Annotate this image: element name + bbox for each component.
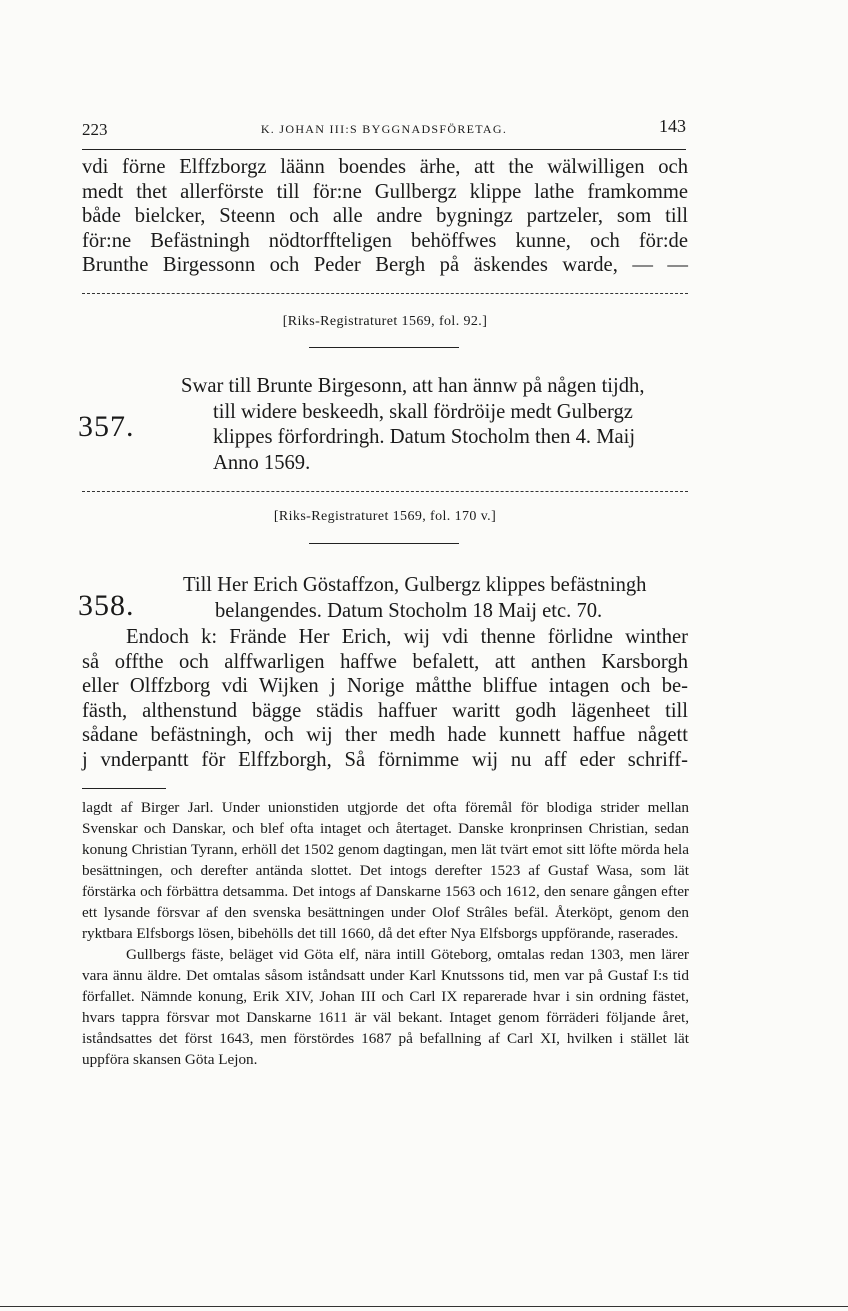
running-header	[82, 116, 686, 140]
text-line: vdi förne Elffzborgz läänn boendes ärhe, att the wälwilligen och	[82, 156, 688, 178]
page-edge	[0, 1306, 848, 1307]
text-line: klippes förfordringh. Datum Stocholm then 4. Maij	[213, 426, 636, 449]
text-line: Anno 1569.	[213, 451, 311, 474]
text-line: j vnderpantt för Elffzborgh, Så förnimme wij nu aff eder schriff-	[82, 748, 688, 771]
page-number: 143	[659, 116, 686, 136]
text-line: för:ne Befästningh nödtorffteligen behöffwes kunne, och för:de	[82, 229, 688, 252]
text-line: Brunthe Birgessonn och Peder Bergh på äskendes warde, — —	[82, 254, 688, 277]
source-citation: [Riks-Registraturet 1569, fol. 170 v.]	[273, 509, 497, 524]
text-line: både bielcker, Steenn och alle andre bygningz partzeler, som till	[82, 205, 688, 228]
text-line: till widere beskeedh, skall fördröije medt Gulbergz	[213, 400, 633, 423]
text-line: Till Her Erich Göstaffzon, Gulbergz klippes befästningh	[183, 574, 647, 596]
source-citation: [Riks-Registraturet 1569, fol. 92.]	[282, 314, 488, 329]
text-line: Endoch k: Frände Her Erich, wij vdi thenne förlidne winther	[126, 626, 688, 648]
entry-number: 358.	[78, 589, 135, 622]
footnote-rule	[82, 788, 166, 789]
text-line: medt thet allerförste till för:ne Gullbergz klippe lathe framkomme	[82, 180, 688, 203]
entry-number: 357.	[78, 410, 135, 443]
section-rule	[309, 543, 459, 544]
running-title: K. JOHAN III:S BYGGNADSFÖRETAG.	[260, 122, 508, 136]
footnote-paragraph: lagdt af Birger Jarl. Under unionstiden utgjorde det ofta föremål för blodiga strider mellan Svenskar och Danskar, och blef ofta intaget och återtaget. Danske kronprinsen Christian, sedan konung Christian Tyrann, erhöll det 1502 genom dagtingan, men lät tvärt emot sitt löfte mörda hela besättningen, och derefter antända slottet. Det intogs derefter 1523 af Gustaf Wasa, som lät förstärka och förbättra detsamma. Det intogs af Danskarne 1563 och 1612, den senare gången efter ett lysande försvar af den svenska besättningen under Olof Strâles befäl. Återköpt, genom den ryktbara Elfsborgs lösen, bibehölls det till 1660, då det efter Nya Elfsborgs uppförande, raserades.	[82, 799, 689, 942]
text-line: fästh, althenstund bägge städis haffuer waritt godh lägenheet till	[82, 699, 688, 722]
footnote-paragraph: Gullbergs fäste, beläget vid Göta elf, nära intill Göteborg, omtalas redan 1303, men lärer vara ännu äldre. Det omtalas såsom iståndsatt under Karl Knutssons tid, men var på Gustaf I:s tid förfallet. Nämnde konung, Erik XIV, Johan III och Carl IX reparerade hvar i sin ordning fästet, hvars tappra försvar mot Danskarne 1611 är väl bekant. Intaget genom förräderi följande året, iståndsattes det först 1643, men förstördes 1687 på befallning af Carl XI, hvilken i stället lät uppföra skansen Göta Lejon.	[82, 946, 689, 1068]
text-line: Swar till Brunte Birgesonn, att han ännw på någen tijdh,	[181, 375, 645, 397]
dash-separator	[82, 293, 688, 300]
dash-separator	[82, 491, 688, 498]
letter-paragraph	[82, 625, 688, 773]
text-line: eller Olffzborg vdi Wijken j Norige måtthe bliffue intagen och be-	[82, 675, 688, 698]
entry-358-heading	[183, 573, 646, 624]
text-line: sådane befästningh, och wij ther medh hade kunnett haffue någett	[82, 724, 688, 747]
text-line: belangendes. Datum Stocholm 18 Maij etc. 70.	[215, 599, 603, 622]
intro-paragraph	[82, 155, 688, 278]
document-number: 223	[82, 120, 108, 139]
text-line: så offthe och alffwarligen haffwe befalett, att anthen Karsborgh	[82, 650, 688, 673]
footnotes	[82, 797, 689, 1070]
section-rule	[309, 347, 459, 348]
entry-357-text	[181, 374, 644, 476]
header-rule	[82, 149, 686, 150]
